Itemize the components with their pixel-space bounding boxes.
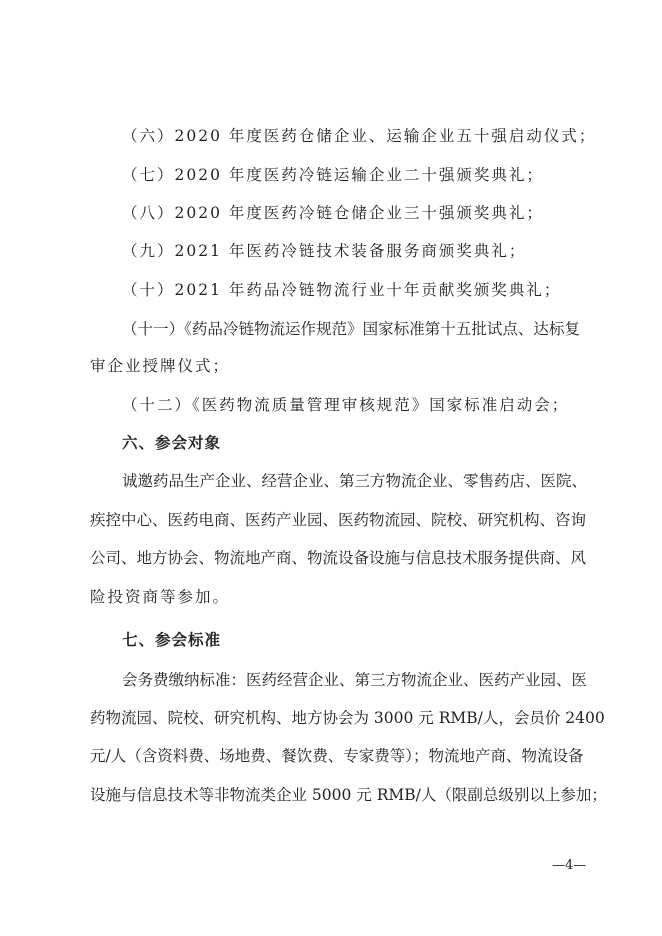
- list-item: （十）2021 年药品冷链物流行业十年贡献奖颁奖典礼；: [122, 281, 562, 299]
- paragraph-line: 公司、地方协会、物流地产商、物流设备设施与信息技术服务提供商、风: [90, 549, 587, 567]
- list-item: （十二）《医药物流质量管理审核规范》国家标准启动会；: [122, 396, 570, 414]
- list-item: （八）2020 年度医药冷链仓储企业三十强颁奖典礼；: [122, 204, 544, 222]
- list-item: （九）2021 年医药冷链技术装备服务商颁奖典礼；: [122, 242, 527, 260]
- paragraph-line: 会务费缴纳标准：医药经营企业、第三方物流企业、医药产业园、医: [122, 671, 588, 689]
- page-number: —4—: [552, 858, 587, 873]
- paragraph-line: 险投资商等参加。: [90, 588, 231, 606]
- list-item: （十一）《药品冷链物流运作规范》国家标准第十五批试点、达标复: [122, 320, 580, 338]
- list-item-continuation: 审企业授牌仪式；: [90, 357, 231, 375]
- section-heading: 六、参会对象: [122, 433, 222, 452]
- paragraph-line: 药物流园、院校、研究机构、地方协会为 3000 元 RMB/人，会员价 2400: [90, 709, 605, 727]
- paragraph-line: 设施与信息技术等非物流类企业 5000 元 RMB/人（限副总级别以上参加；: [90, 786, 607, 804]
- section-heading: 七、参会标准: [122, 630, 222, 649]
- list-item: （七）2020 年度医药冷链运输企业二十强颁奖典礼；: [122, 166, 544, 184]
- paragraph-line: 元/人（含资料费、场地费、餐饮费、专家费等）；物流地产商、物流设备: [90, 747, 584, 765]
- paragraph-line: 诚邀药品生产企业、经营企业、第三方物流企业、零售药店、医院、: [122, 472, 588, 490]
- paragraph-line: 疾控中心、医药电商、医药产业园、医药物流园、院校、研究机构、咨询: [90, 511, 587, 529]
- list-item: （六）2020 年度医药仓储企业、运输企业五十强启动仪式；: [122, 127, 597, 145]
